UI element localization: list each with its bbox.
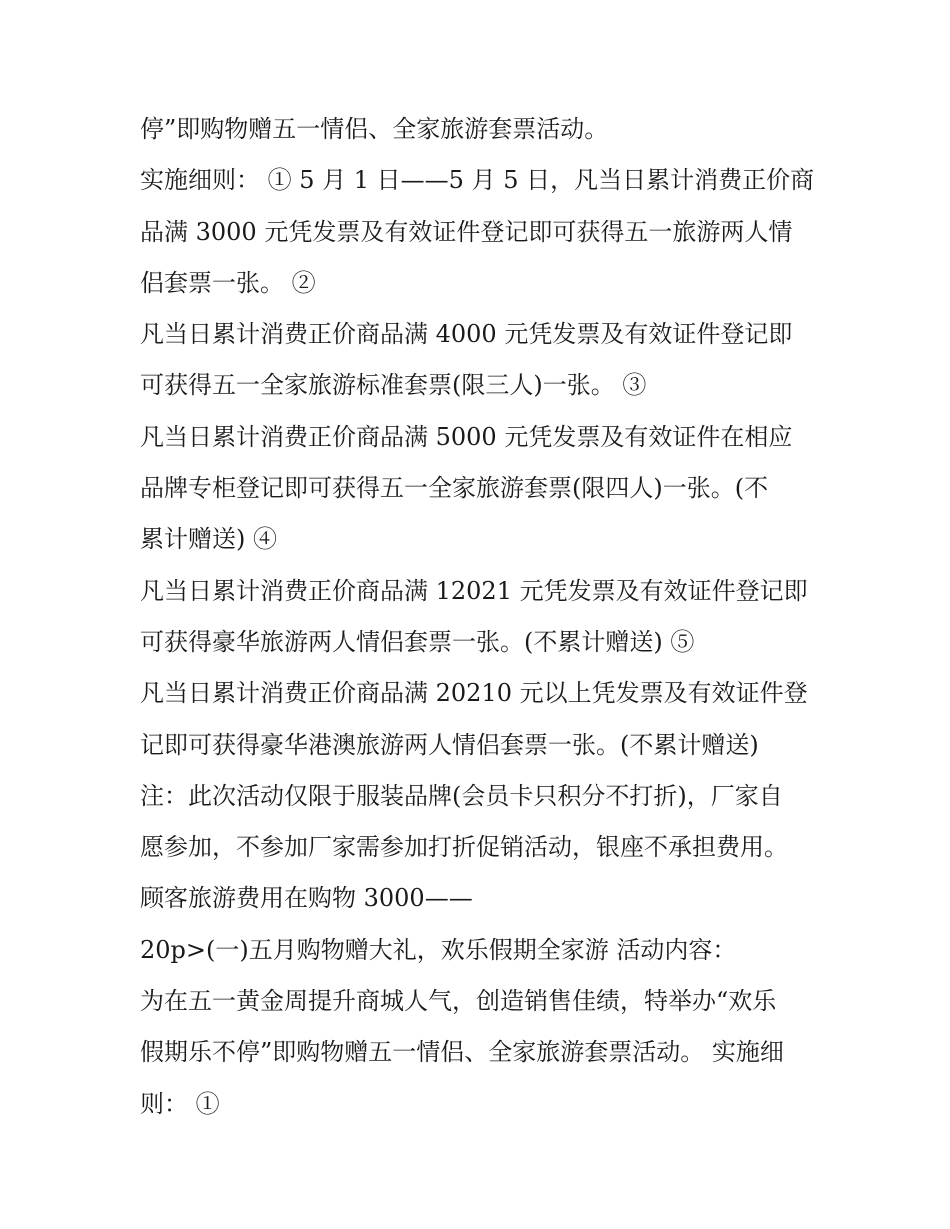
text-line: 可获得五一全家旅游标准套票(限三人)一张。 ③ [140,371,647,400]
text-line: 注：此次活动仅限于服装品牌(会员卡只积分不打折)，厂家自 [140,781,783,810]
text-line: 顾客旅游费用在购物 3000—— [140,884,473,913]
text-line: 记即可获得豪华港澳旅游两人情侣套票一张。(不累计赠送) [140,730,759,759]
text-line: 凡当日累计消费正价商品满 4000 元凭发票及有效证件登记即 [140,320,793,349]
text-line: 20p>(一)五月购物赠大礼，欢乐假期全家游 活动内容： [140,935,737,964]
text-line: 愿参加，不参加厂家需参加打折促销活动，银座不承担费用。 [140,833,788,862]
text-line: 品牌专柜登记即可获得五一全家旅游套票(限四人)一张。(不 [140,474,769,503]
text-line: 实施细则： ① 5 月 1 日——5 月 5 日，凡当日累计消费正价商 [140,166,815,195]
text-line: 品满 3000 元凭发票及有效证件登记即可获得五一旅游两人情 [140,217,793,246]
text-line: 累计赠送) ④ [140,525,277,554]
text-line: 为在五一黄金周提升商城人气，创造销售佳绩，特举办“欢乐 [140,987,777,1016]
text-line: 凡当日累计消费正价商品满 20210 元以上凭发票及有效证件登 [140,679,808,708]
text-line: 可获得豪华旅游两人情侣套票一张。(不累计赠送) ⑤ [140,627,695,656]
text-line: 凡当日累计消费正价商品满 12021 元凭发票及有效证件登记即 [140,576,808,605]
text-line: 凡当日累计消费正价商品满 5000 元凭发票及有效证件在相应 [140,422,793,451]
text-line: 停”即购物赠五一情侣、全家旅游套票活动。 [140,115,609,143]
text-line: 则： ① [140,1089,220,1118]
text-line: 假期乐不停”即购物赠五一情侣、全家旅游套票活动。 实施细 [140,1038,784,1067]
text-line: 侣套票一张。 ② [140,268,316,297]
document-body [140,104,820,1130]
